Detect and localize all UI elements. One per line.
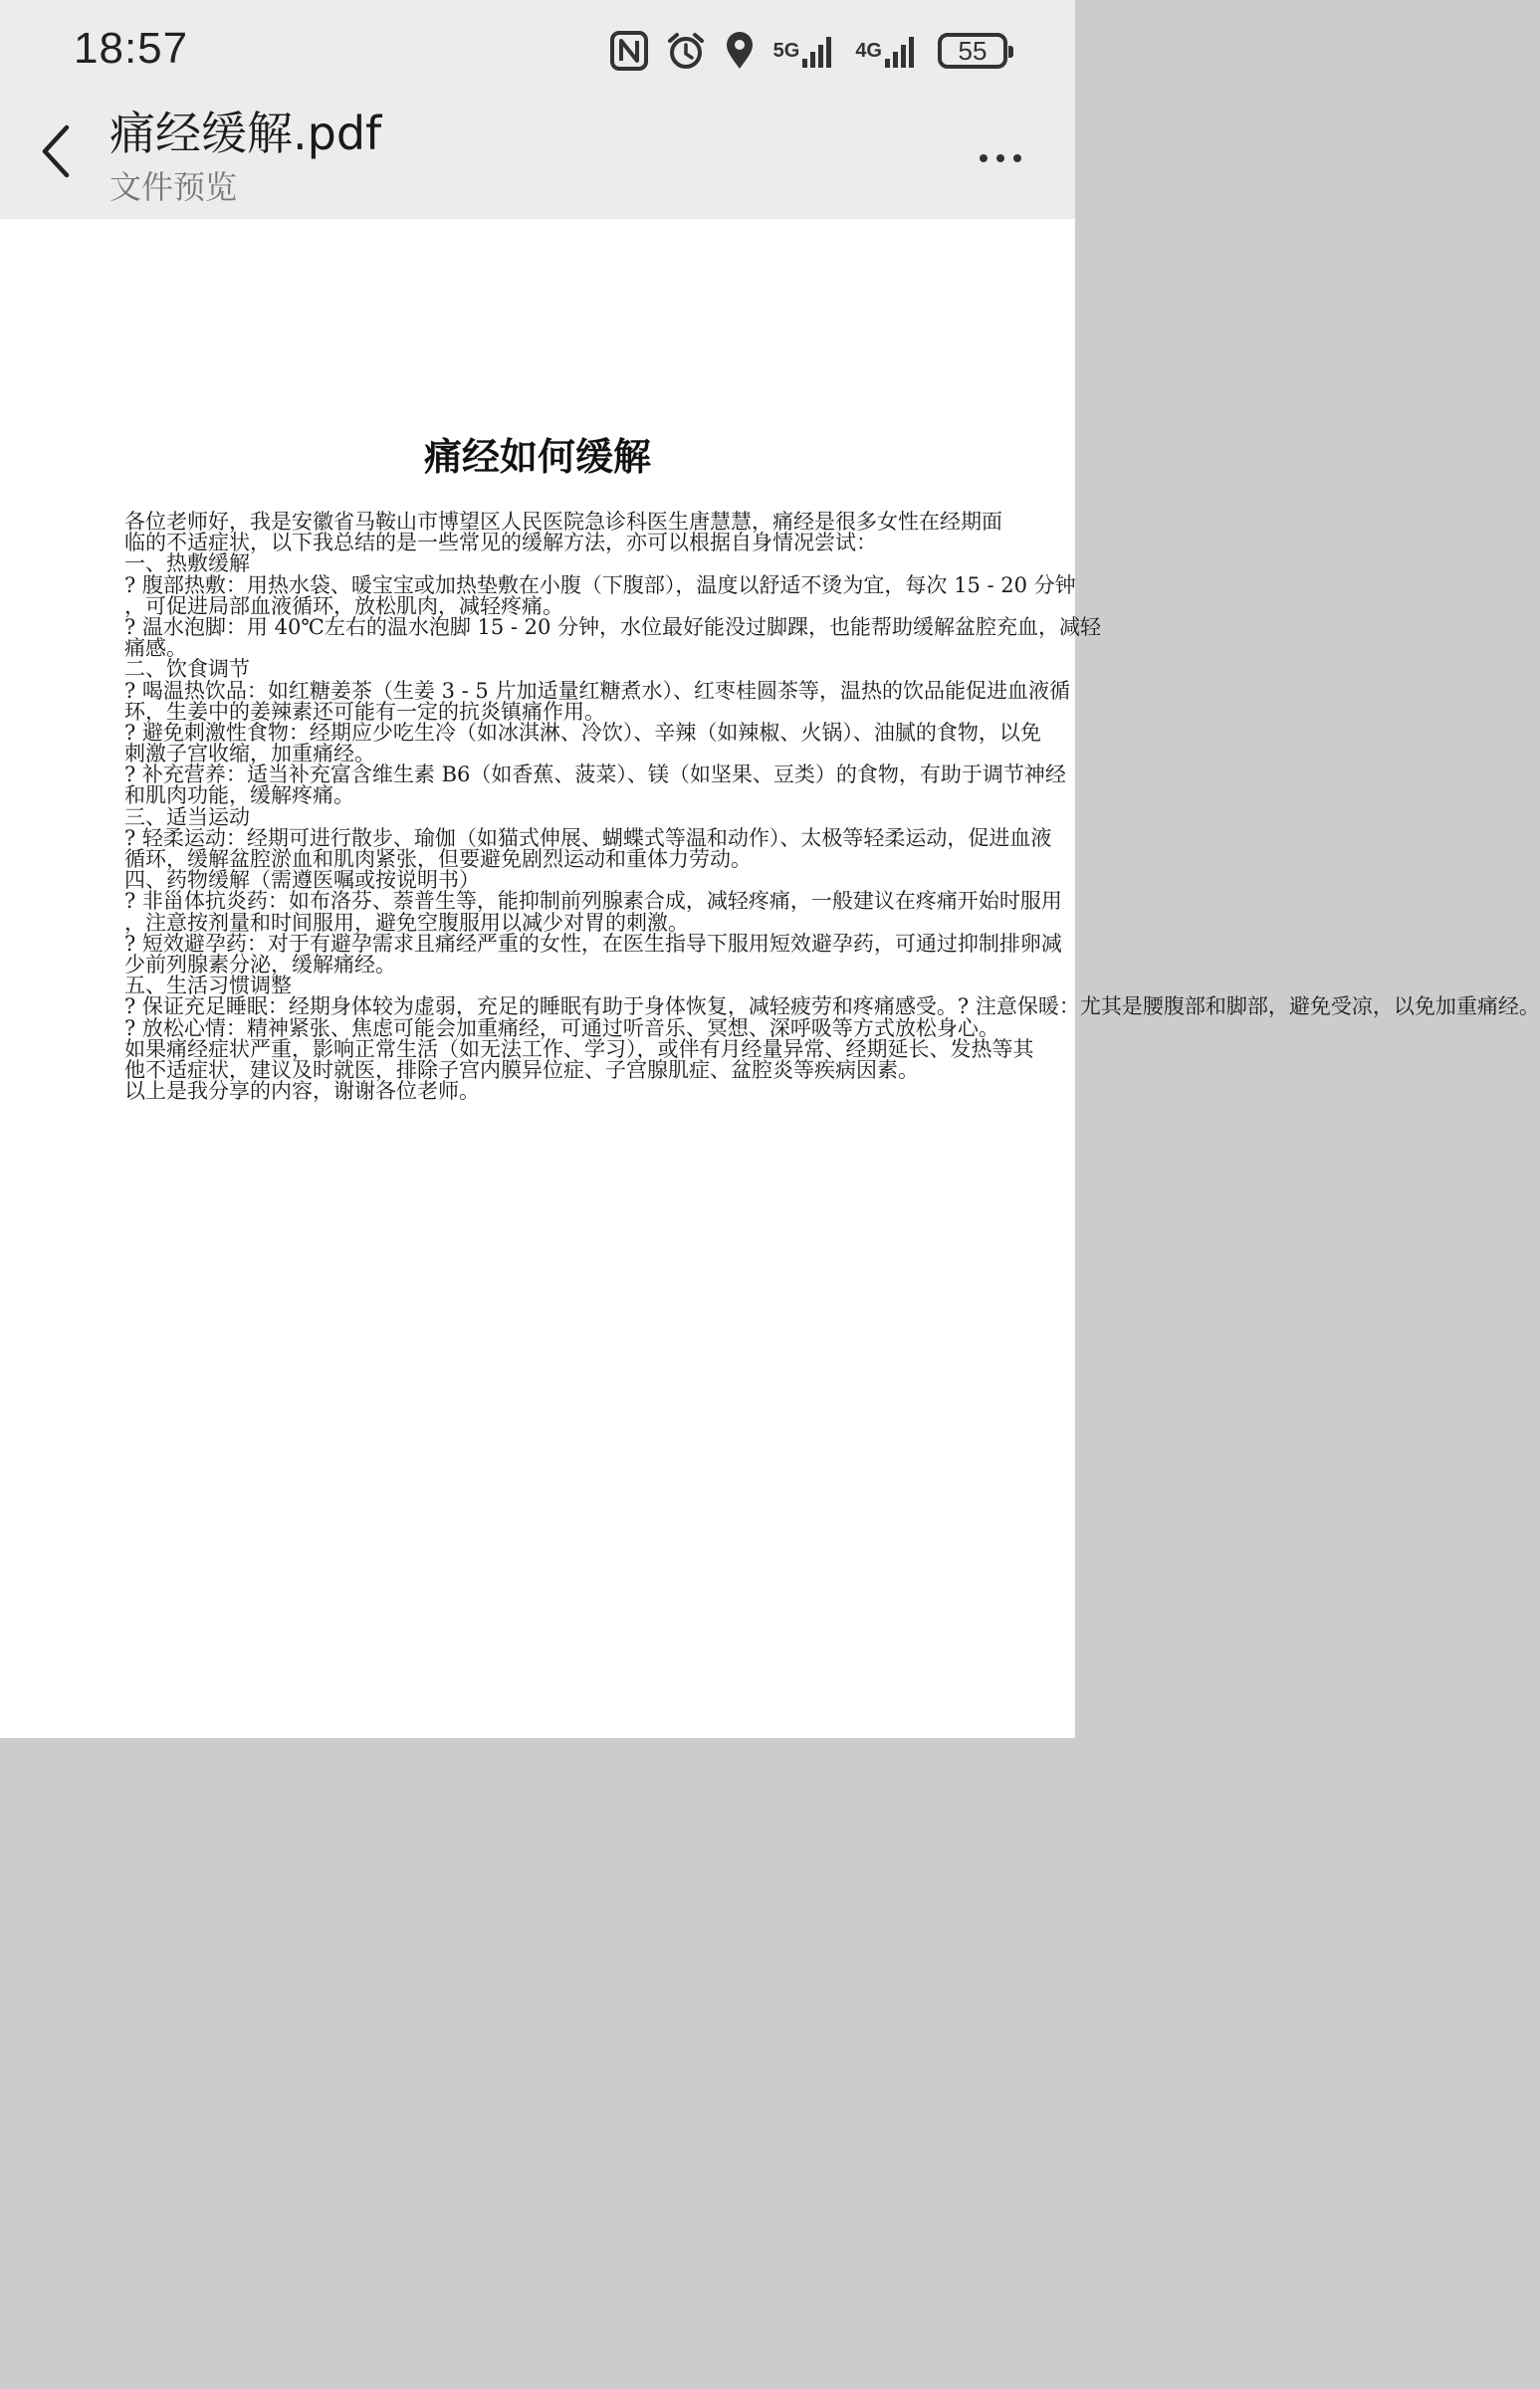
document-body	[124, 510, 1540, 1104]
nfc-icon	[610, 31, 648, 71]
chevron-left-icon	[39, 123, 73, 183]
document-line: ? 喝温热饮品：如红糖姜茶（生姜 3 - 5 片加适量红糖煮水）、红枣桂圆茶等，温热的饮品能促进血液循	[124, 678, 1070, 703]
file-subtitle: 文件预览	[110, 168, 238, 206]
document-line: ? 短效避孕药：对于有避孕需求且痛经严重的女性，在医生指导下服用短效避孕药，可通过抑制排卵减	[124, 931, 1062, 956]
more-dot	[1013, 154, 1021, 162]
document-line: 临的不适症状，以下我总结的是一些常见的缓解方法，亦可以根据自身情况尝试：	[124, 531, 877, 555]
more-dot	[996, 154, 1004, 162]
document-line: 三、适当运动	[124, 804, 250, 829]
document-line: 刺激子宫收缩，加重痛经。	[124, 742, 375, 766]
document-line: 二、饮食调节	[124, 657, 250, 682]
document-line: ? 补充营养：适当补充富含维生素 B6（如香蕉、菠菜）、镁（如坚果、豆类）的食物，有助于调节神经	[124, 762, 1066, 787]
signal-4g-icon	[855, 33, 920, 69]
document-line: ? 温水泡脚：用 40℃左右的温水泡脚 15 - 20 分钟，水位最好能没过脚踝，也能帮助缓解盆腔充血，减轻	[124, 614, 1102, 639]
status-bar	[0, 0, 1075, 100]
document-line: 如果痛经症状严重，影响正常生活（如无法工作、学习），或伴有月经量异常、经期延长、发热等其	[124, 1036, 1034, 1061]
signal-5g-icon	[773, 33, 838, 69]
location-icon	[724, 31, 756, 71]
document-line: 循环，缓解盆腔淤血和肌肉紧张，但要避免剧烈运动和重体力劳动。	[124, 847, 752, 871]
net-4g-label: 4G	[855, 39, 882, 62]
document-line: 四、药物缓解（需遵医嘱或按说明书）	[124, 868, 480, 893]
document-line: 环，生姜中的姜辣素还可能有一定的抗炎镇痛作用。	[124, 699, 605, 724]
more-button[interactable]	[966, 133, 1035, 183]
document-line: ? 轻柔运动：经期可进行散步、瑜伽（如猫式伸展、蝴蝶式等温和动作）、太极等轻柔运动，促进血液	[124, 825, 1052, 850]
viewer-background	[0, 1738, 1075, 2389]
title-block	[110, 104, 381, 209]
document-line: 少前列腺素分泌，缓解痛经。	[124, 952, 396, 977]
battery-level: 55	[958, 35, 988, 66]
pdf-page[interactable]	[0, 219, 1540, 1738]
status-time: 18:57	[74, 24, 189, 73]
document-title: 痛经如何缓解	[423, 434, 651, 479]
app-bar	[0, 100, 1075, 219]
document-line: 各位老师好，我是安徽省马鞍山市博望区人民医院急诊科医生唐慧慧，痛经是很多女性在经期面	[124, 510, 1002, 534]
document-line: ? 避免刺激性食物：经期应少吃生冷（如冰淇淋、冷饮）、辛辣（如辣椒、火锅）、油腻的食物，以免	[124, 720, 1041, 745]
battery-icon	[938, 33, 1007, 69]
document-line: 五、生活习惯调整	[124, 974, 292, 998]
document-line: ，可促进局部血液循环，放松肌肉，减轻疼痛。	[124, 593, 563, 618]
back-button[interactable]	[24, 117, 88, 189]
document-line: ? 放松心情：精神紧张、焦虑可能会加重痛经，可通过听音乐、冥想、深呼吸等方式放松身心。	[124, 1015, 999, 1040]
document-line: ，注意按剂量和时间服用，避免空腹服用以减少对胃的刺激。	[124, 910, 689, 935]
document-line: 一、热敷缓解	[124, 551, 250, 576]
net-5g-label: 5G	[772, 39, 800, 62]
document-line: 痛感。	[124, 636, 187, 661]
status-icons	[610, 26, 1007, 76]
document-line: 和肌肉功能，缓解疼痛。	[124, 783, 354, 808]
document-line: 以上是我分享的内容，谢谢各位老师。	[124, 1079, 480, 1104]
document-line: 他不适症状，建议及时就医，排除子宫内膜异位症、子宫腺肌症、盆腔炎等疾病因素。	[124, 1057, 919, 1082]
file-title: 痛经缓解.pdf	[110, 107, 382, 160]
document-line: ? 非甾体抗炎药：如布洛芬、萘普生等，能抑制前列腺素合成，减轻疼痛，一般建议在疼痛开始时服用	[124, 889, 1062, 914]
more-horizontal-icon	[980, 154, 988, 162]
document-line: ? 保证充足睡眠：经期身体较为虚弱，充足的睡眠有助于身体恢复，减轻疲劳和疼痛感受。? 注意保暖：尤其是腰腹部和脚部，避免受凉，以免加重痛经。	[124, 994, 1540, 1019]
document-line: ? 腹部热敷：用热水袋、暖宝宝或加热垫敷在小腹（下腹部），温度以舒适不烫为宜，每次 15 - 20 分钟	[124, 572, 1076, 597]
alarm-icon	[666, 31, 706, 71]
